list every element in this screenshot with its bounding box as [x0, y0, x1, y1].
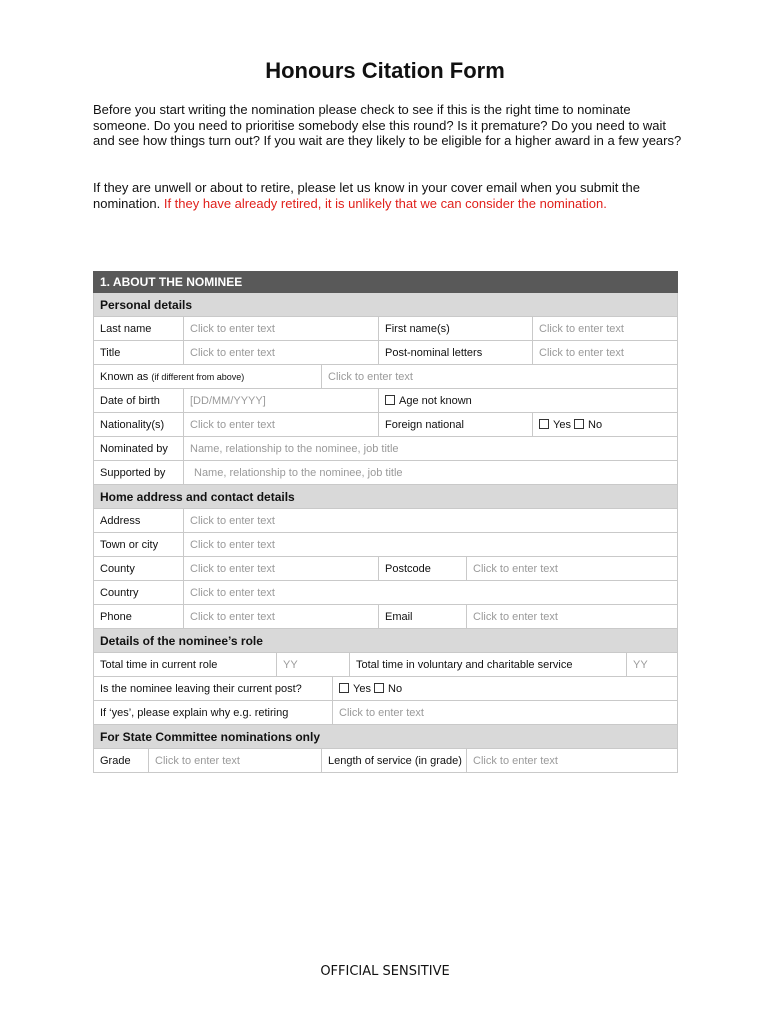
- known-as-text: Known as: [100, 370, 149, 383]
- leaving-no-option[interactable]: [374, 683, 402, 695]
- length-of-service-field[interactable]: Click to enter text: [467, 749, 678, 773]
- country-label: Country: [94, 581, 184, 605]
- email-field[interactable]: Click to enter text: [467, 605, 678, 629]
- known-as-note: (if different from above): [151, 371, 245, 382]
- leaving-yes-option[interactable]: [339, 683, 371, 695]
- leaving-no-checkbox[interactable]: [374, 683, 384, 693]
- email-label: Email: [379, 605, 467, 629]
- total-time-label: Total time in current role: [94, 653, 277, 677]
- last-name-label: Last name: [94, 317, 184, 341]
- address-label: Address: [94, 509, 184, 533]
- retire-note: If they are unwell or about to retire, please let us know in your cover email when you submit the nomination.: [93, 180, 641, 211]
- foreign-no-label: No: [588, 418, 603, 431]
- role-heading: Details of the nominee’s role: [94, 629, 678, 653]
- retired-warning: If they have already retired, it is unlikely that we can consider the nomination.: [163, 195, 607, 211]
- known-as-label: [94, 365, 322, 389]
- foreign-no-checkbox[interactable]: [574, 419, 584, 429]
- age-not-known-option[interactable]: [379, 389, 678, 413]
- last-name-field[interactable]: Click to enter text: [184, 317, 379, 341]
- postcode-field[interactable]: Click to enter text: [467, 557, 678, 581]
- foreign-yes-label: Yes: [553, 418, 571, 431]
- phone-label: Phone: [94, 605, 184, 629]
- county-field[interactable]: Click to enter text: [184, 557, 379, 581]
- known-as-field[interactable]: Click to enter text: [322, 365, 678, 389]
- post-nominal-field[interactable]: Click to enter text: [533, 341, 678, 365]
- dob-label: Date of birth: [94, 389, 184, 413]
- total-time-field[interactable]: YY: [277, 653, 350, 677]
- leaving-yes-label: Yes: [353, 682, 371, 695]
- address-field[interactable]: Click to enter text: [184, 509, 678, 533]
- foreign-national-label: Foreign national: [379, 413, 533, 437]
- intro-paragraph: Before you start writing the nomination please check to see if this is the right time to nominate someone. Do you need to prioritise somebody else this round? Is it premature? Do you need to wait and see how things turn out? If you wait are they likely to be eligible for a higher award in a few years?: [93, 102, 682, 148]
- foreign-no-option[interactable]: [574, 419, 602, 431]
- nationality-field[interactable]: Click to enter text: [184, 413, 379, 437]
- address-heading: Home address and contact details: [94, 485, 678, 509]
- intro-paragraph-2: [93, 180, 683, 211]
- voluntary-time-label: Total time in voluntary and charitable service: [350, 653, 627, 677]
- personal-details-heading: Personal details: [94, 293, 678, 317]
- first-name-field[interactable]: Click to enter text: [533, 317, 678, 341]
- leaving-post-label: Is the nominee leaving their current post?: [94, 677, 333, 701]
- state-committee-heading: For State Committee nominations only: [94, 725, 678, 749]
- nominated-by-field[interactable]: Name, relationship to the nominee, job title: [184, 437, 678, 461]
- supported-by-field[interactable]: Name, relationship to the nominee, job title: [184, 461, 678, 485]
- classification-footer: OFFICIAL SENSITIVE: [320, 964, 450, 979]
- phone-field[interactable]: Click to enter text: [184, 605, 379, 629]
- postcode-label: Postcode: [379, 557, 467, 581]
- leaving-yes-checkbox[interactable]: [339, 683, 349, 693]
- first-name-label: First name(s): [379, 317, 533, 341]
- foreign-national-options: [533, 413, 678, 437]
- title-field[interactable]: Click to enter text: [184, 341, 379, 365]
- nominated-by-label: Nominated by: [94, 437, 184, 461]
- if-yes-field[interactable]: Click to enter text: [333, 701, 678, 725]
- voluntary-time-field[interactable]: YY: [627, 653, 678, 677]
- age-not-known-checkbox[interactable]: [385, 395, 395, 405]
- title-label: Title: [94, 341, 184, 365]
- age-not-known-label: Age not known: [399, 394, 472, 407]
- town-field[interactable]: Click to enter text: [184, 533, 678, 557]
- dob-field[interactable]: [DD/MM/YYYY]: [184, 389, 379, 413]
- page-title: Honours Citation Form: [265, 58, 505, 83]
- country-field[interactable]: Click to enter text: [184, 581, 678, 605]
- county-label: County: [94, 557, 184, 581]
- post-nominal-label: Post-nominal letters: [379, 341, 533, 365]
- grade-field[interactable]: Click to enter text: [149, 749, 322, 773]
- town-label: Town or city: [94, 533, 184, 557]
- leaving-no-label: No: [388, 682, 403, 695]
- grade-label: Grade: [94, 749, 149, 773]
- nominee-form-table: [93, 271, 678, 773]
- foreign-yes-checkbox[interactable]: [539, 419, 549, 429]
- foreign-yes-option[interactable]: [539, 419, 571, 431]
- nationality-label: Nationality(s): [94, 413, 184, 437]
- length-of-service-label: Length of service (in grade): [322, 749, 467, 773]
- leaving-post-options: [333, 677, 678, 701]
- if-yes-label: If ‘yes’, please explain why e.g. retiring: [94, 701, 333, 725]
- section-header: 1. ABOUT THE NOMINEE: [94, 272, 678, 293]
- supported-by-label: Supported by: [94, 461, 184, 485]
